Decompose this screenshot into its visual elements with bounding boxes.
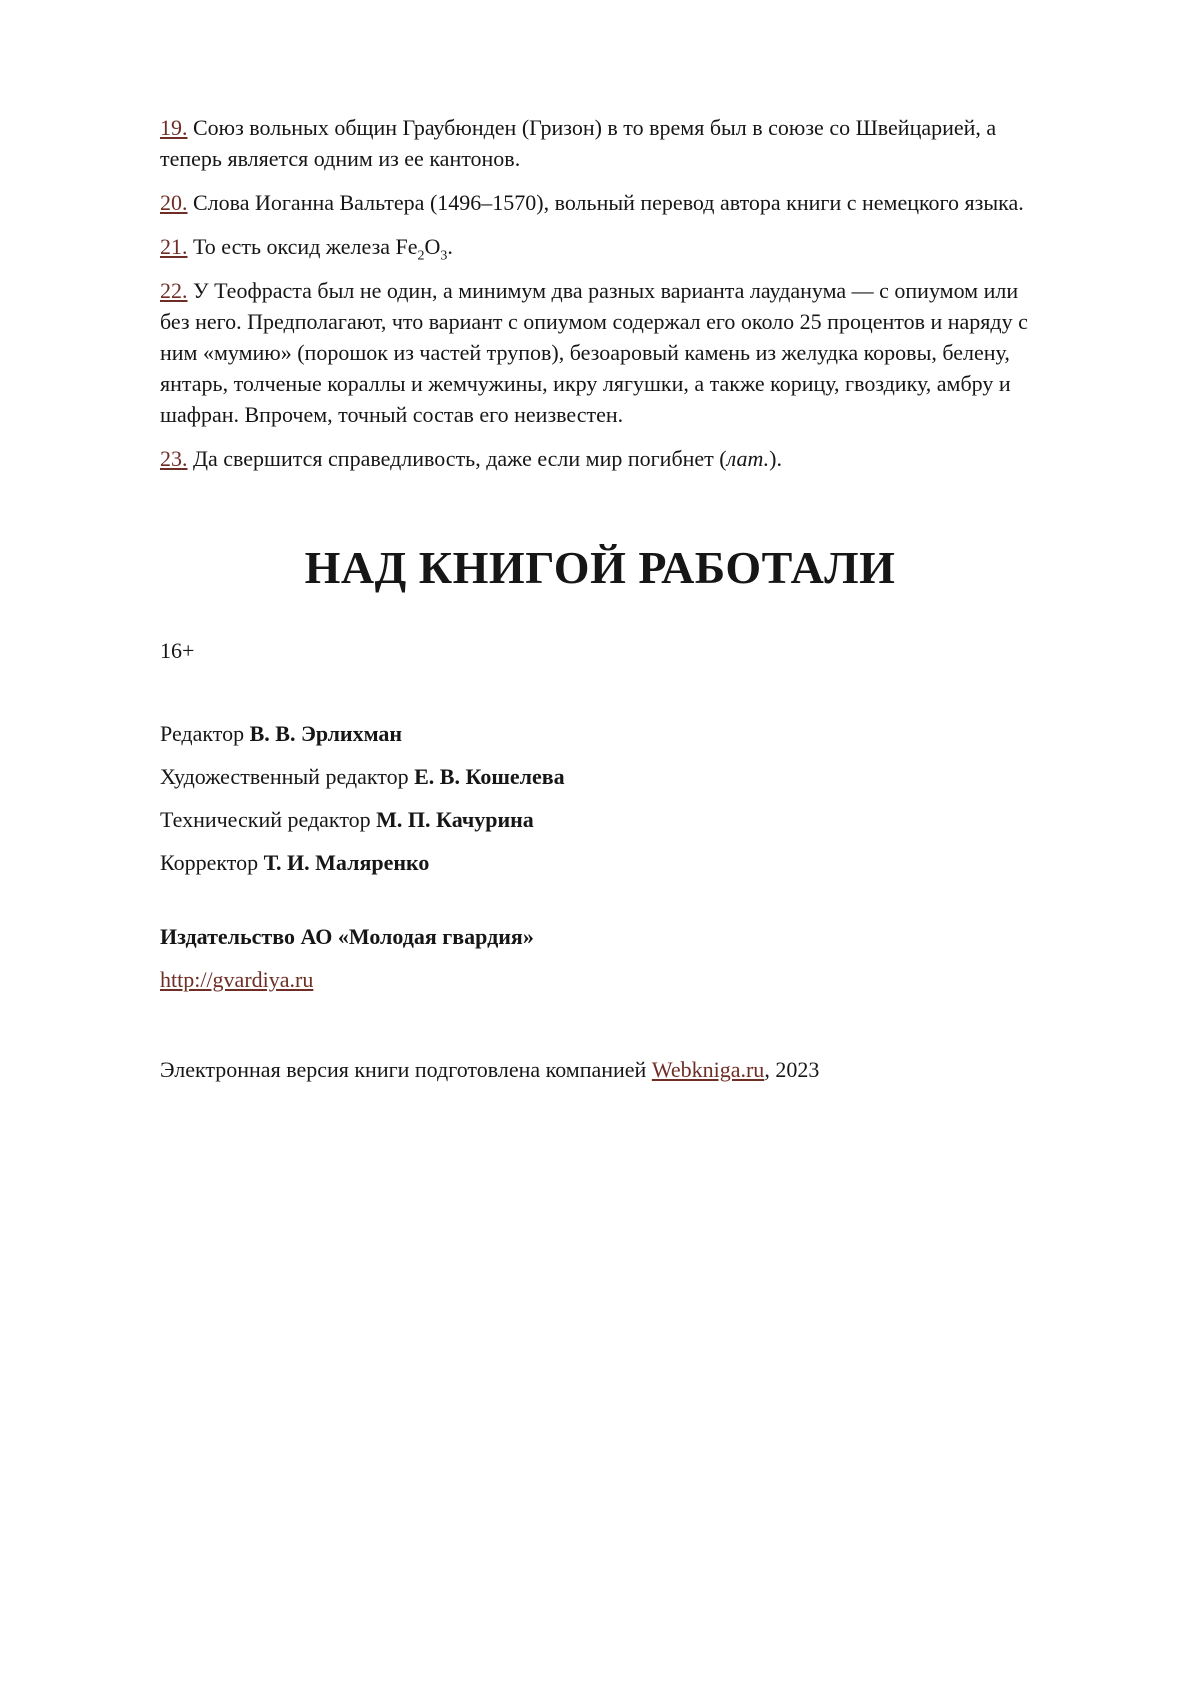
publisher-link[interactable]: http://gvardiya.ru	[160, 967, 314, 992]
footnote-text-run: То есть оксид железа Fe	[193, 234, 418, 259]
footnote-item	[160, 112, 1040, 174]
footnote-text-run: ).	[769, 446, 782, 471]
footnote-text-run: Союз вольных общин Граубюнден (Гризон) в то время был в союзе со Швейцарией, а теперь является одним из ее кантонов.	[160, 115, 997, 171]
footnote-item	[160, 275, 1040, 430]
credit-name: В. В. Эрлихман	[249, 721, 403, 746]
ebook-note-text: Электронная версия книги подготовлена компанией	[160, 1057, 652, 1082]
publisher-name: Издательство АО «Молодая гвардия»	[160, 924, 534, 949]
footnote-number-link[interactable]: 19.	[160, 115, 188, 140]
publisher-url-line	[160, 964, 1040, 995]
footnote-text-run: Слова Иоганна Вальтера (1496–1570), вольный перевод автора книги с немецкого языка.	[193, 190, 1024, 215]
footnote-item	[160, 231, 1040, 262]
footnote-text	[193, 234, 453, 264]
credit-name: Е. В. Кошелева	[414, 764, 565, 789]
footnote-text-run: Да свершится справедливость, даже если мир погибнет (	[193, 446, 727, 471]
credit-role: Технический редактор	[160, 807, 371, 832]
credit-line	[160, 718, 1040, 749]
credits-block	[160, 718, 1040, 878]
credit-name: М. П. Качурина	[376, 807, 534, 832]
footnote-number-link[interactable]: 23.	[160, 446, 188, 471]
footnote-text	[160, 278, 1028, 427]
ebook-company-link[interactable]: Webkniga.ru	[651, 1057, 765, 1082]
footnote-text	[193, 446, 782, 471]
credit-name: Т. И. Маляренко	[263, 850, 430, 875]
footnote-text	[160, 115, 996, 171]
colophon-heading: НАД КНИГОЙ РАБОТАЛИ	[304, 542, 896, 593]
footnotes-section	[160, 112, 1040, 474]
footnote-text	[193, 190, 1024, 215]
credit-line	[160, 847, 1040, 878]
footnote-subscript: 2	[417, 248, 425, 264]
footnote-text-run: У Теофраста был не один, а минимум два разных варианта лауданума — с опиумом или без него. Предполагают, что вариант с опиумом содержал его около 25 процентов и наряду с ним «мумию» (порошок из частей трупов), безоаровый камень из желудка коровы, белену, янтарь, толченые кораллы и жемчужины, икру лягушки, а также корицу, гвоздику, амбру и шафран. Впрочем, точный состав его неизвестен.	[160, 278, 1028, 427]
credit-role: Редактор	[160, 721, 245, 746]
footnote-text-run: O	[424, 234, 441, 259]
age-rating: 16+	[160, 638, 195, 663]
credit-role: Корректор	[160, 850, 259, 875]
publisher-block	[160, 921, 1040, 995]
footnote-number-link[interactable]: 21.	[160, 234, 188, 259]
footnote-subscript: 3	[440, 248, 448, 264]
footnote-number-link[interactable]: 22.	[160, 278, 188, 303]
credit-line	[160, 761, 1040, 792]
footnote-item	[160, 443, 1040, 474]
ebook-note-suffix: , 2023	[764, 1057, 820, 1082]
credit-line	[160, 804, 1040, 835]
credit-role: Художественный редактор	[160, 764, 409, 789]
ebook-note	[160, 1054, 1080, 1085]
footnote-number-link[interactable]: 20.	[160, 190, 188, 215]
footnote-item	[160, 187, 1040, 218]
footnote-text-run: .	[447, 234, 453, 259]
footnote-italic-run: лат.	[726, 446, 770, 471]
